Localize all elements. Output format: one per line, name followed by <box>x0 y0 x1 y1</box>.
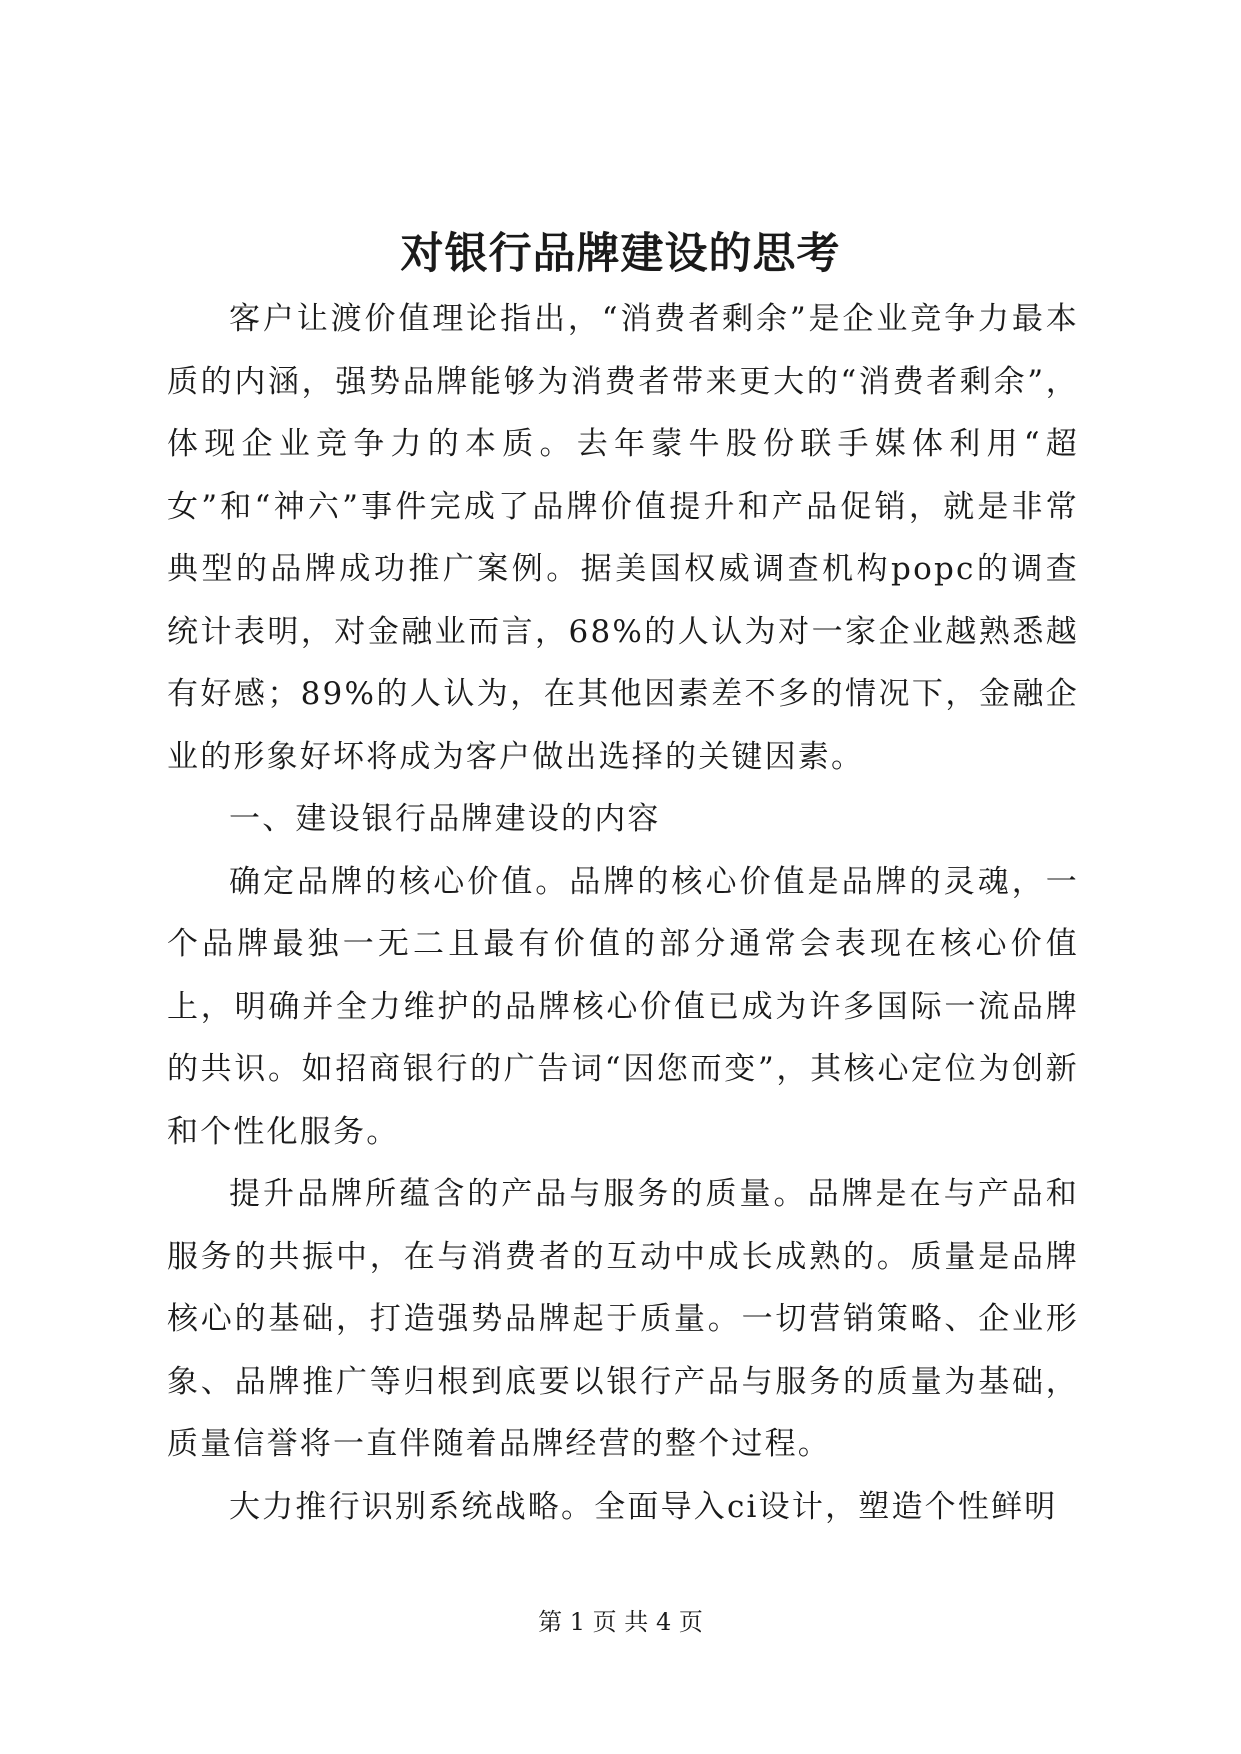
page-footer: 第 1 页 共 4 页 <box>538 1608 703 1636</box>
document-title: 对银行品牌建设的思考 <box>400 229 841 279</box>
paragraph-identity-system: 大力推行识别系统战略。全面导入ci设计，塑造个性鲜明 <box>229 1488 1058 1525</box>
paragraph-quality: 提升品牌所蕴含的产品与服务的质量。品牌是在与产品和服务的共振中，在与消费者的互动中成长成熟的。质量是品牌核心的基础，打造强势品牌起于质量。一切营销策略、企业形象、品牌推广等归根到底要以银行产品与服务的质量为基础，质量信誉将一直伴随着品牌经营的整个过程。 <box>167 1176 1079 1462</box>
paragraph-core-value: 确定品牌的核心价值。品牌的核心价值是品牌的灵魂，一个品牌最独一无二且最有价值的部分通常会表现在核心价值上，明确并全力维护的品牌核心价值已成为许多国际一流品牌的共识。如招商银行的广告词“因您而变”，其核心定位为创新和个性化服务。 <box>167 863 1079 1150</box>
paragraph-intro: 客户让渡价值理论指出，“消费者剩余”是企业竞争力最本质的内涵，强势品牌能够为消费者带来更大的“消费者剩余”，体现企业竞争力的本质。去年蒙牛股份联手媒体利用“超女”和“神六”事件完成了品牌价值提升和产品促销，就是非常典型的品牌成功推广案例。据美国权威调查机构popc的调查统计表明，对金融业而言，68%的人认为对一家企业越熟悉越有好感；89%的人认为，在其他因素差不多的情况下，金融企业的形象好坏将成为客户做出选择的关键因素。 <box>167 301 1079 775</box>
document-body <box>167 288 1079 1538</box>
section-heading: 一、建设银行品牌建设的内容 <box>229 801 661 837</box>
